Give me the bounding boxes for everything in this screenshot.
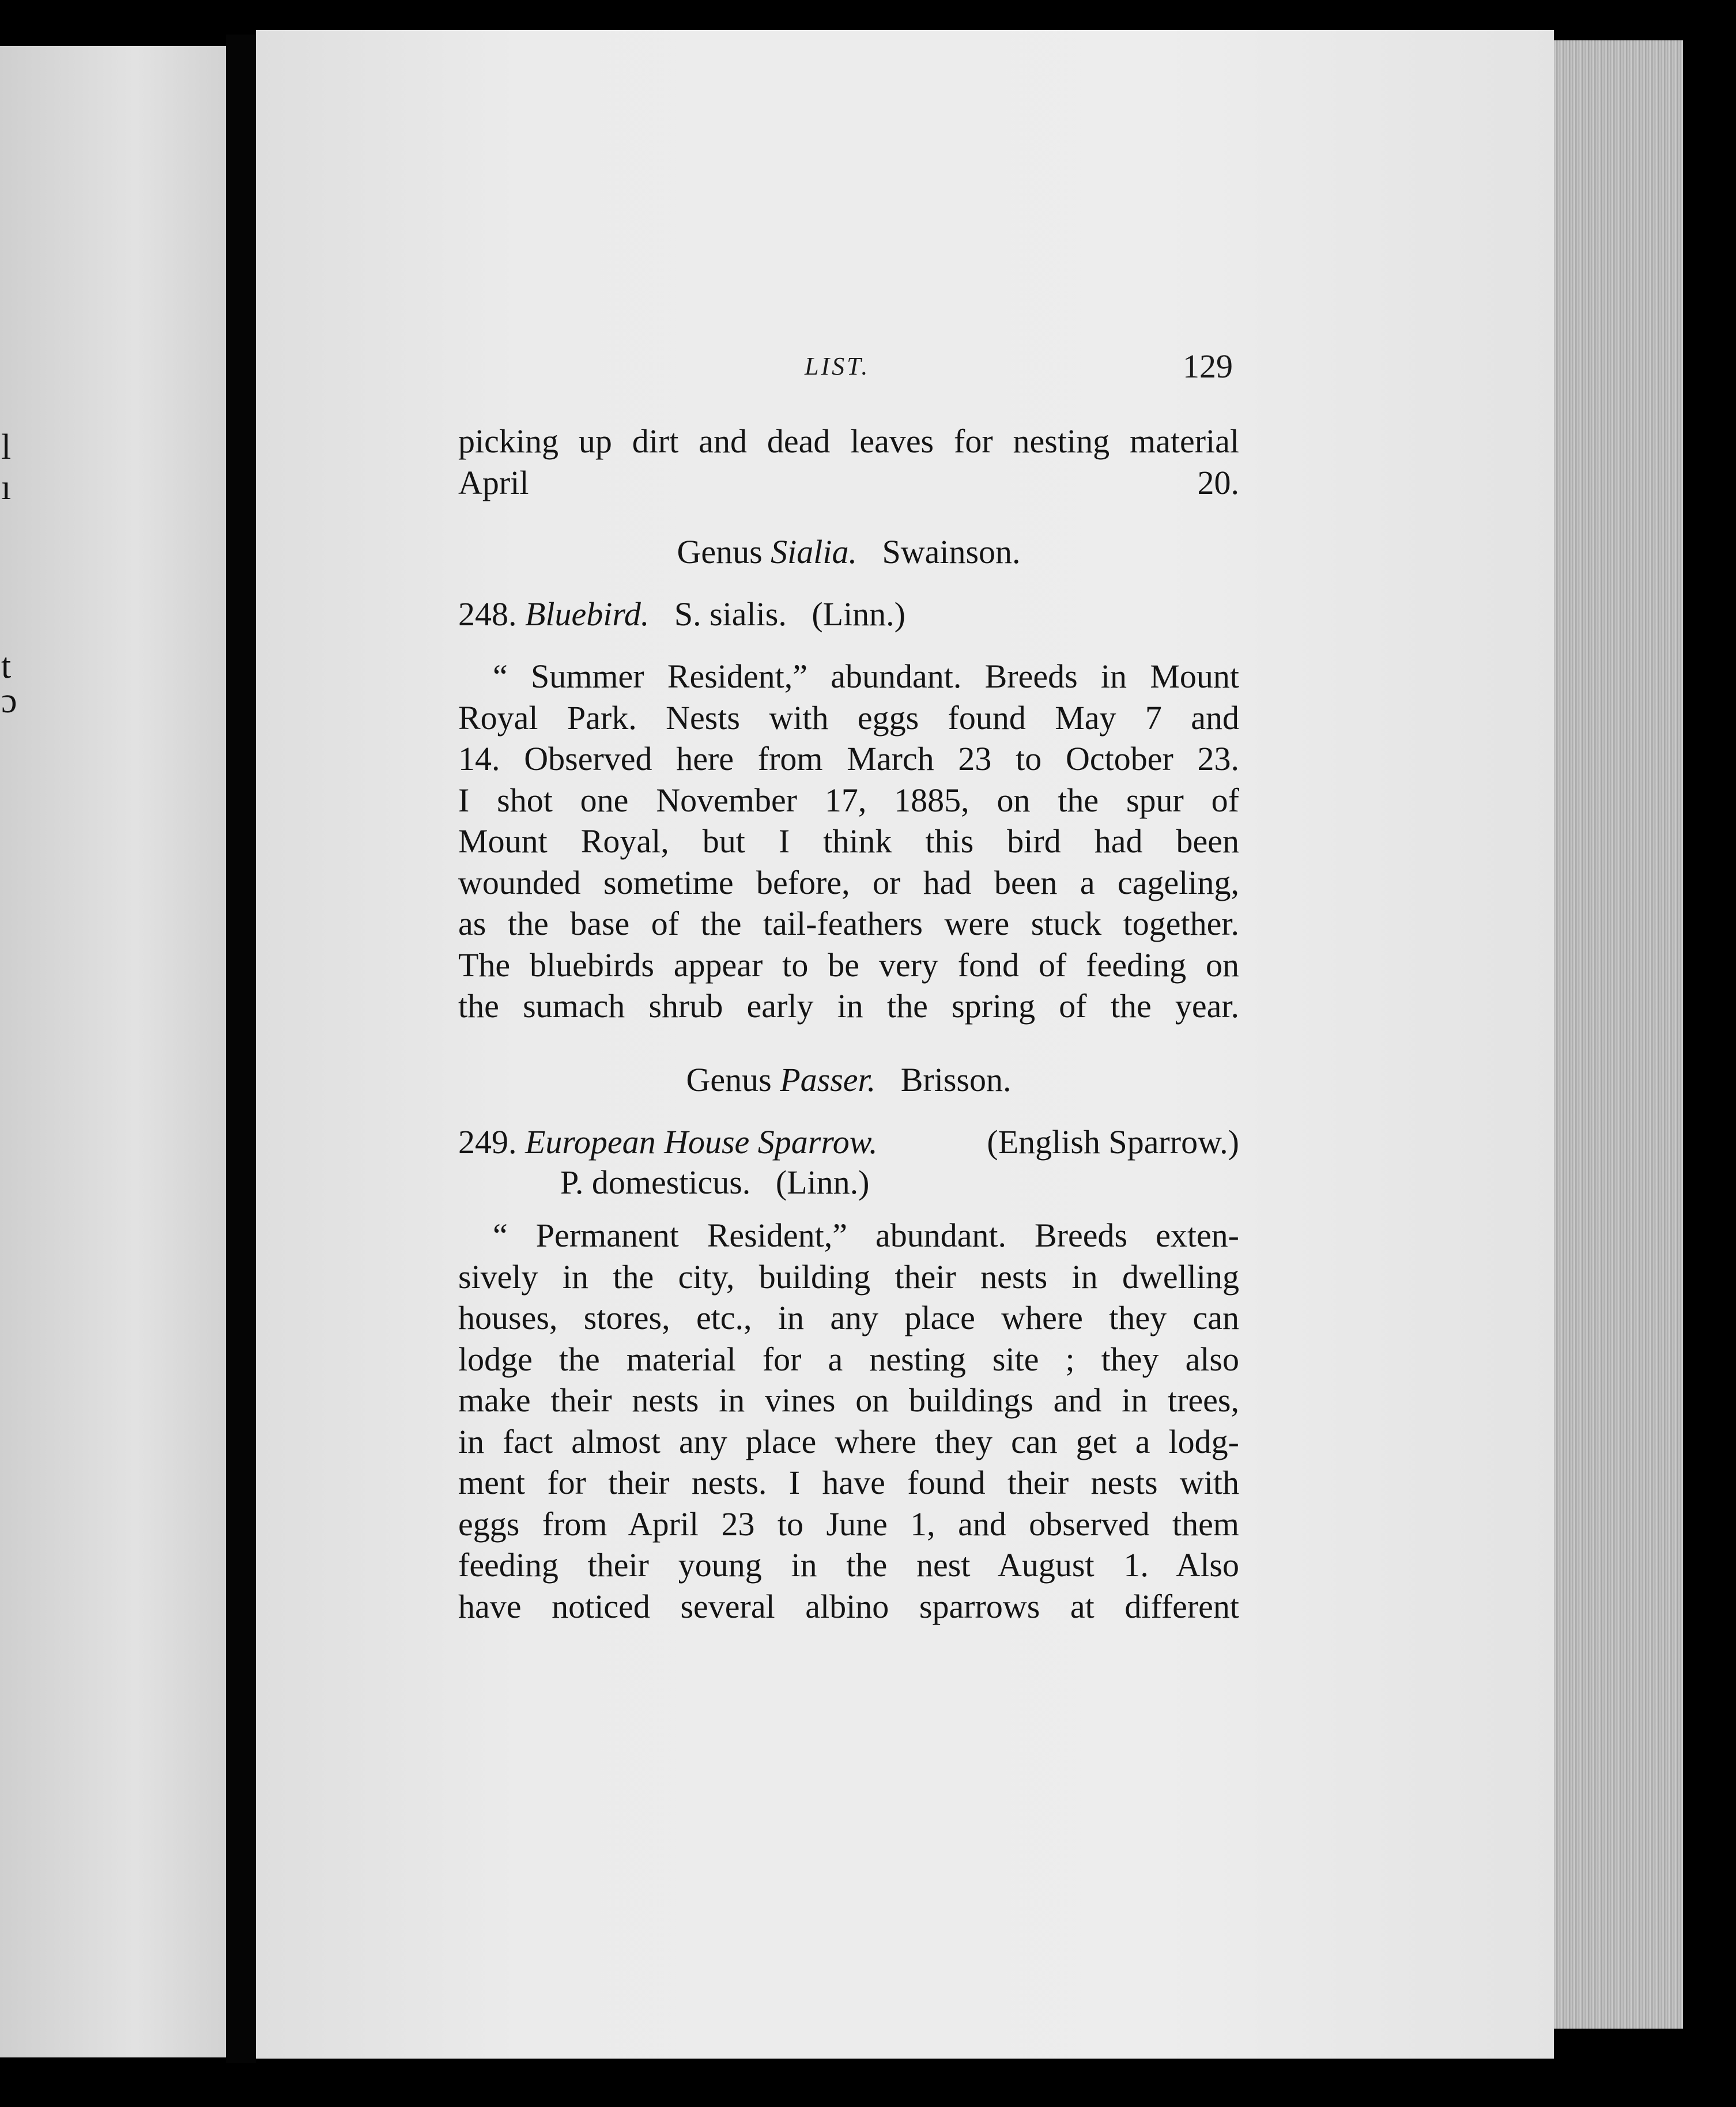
species-entry-249 xyxy=(458,1123,1239,1161)
text-line: have noticed several albino sparrows at different xyxy=(458,1587,1239,1625)
book-gutter xyxy=(226,35,256,2063)
species-number: 249. xyxy=(458,1123,517,1161)
text-line: eggs from April 23 to June 1, and observed them xyxy=(458,1505,1239,1543)
genus-prefix: Genus xyxy=(686,1061,772,1098)
text-line: sively in the city, building their nests in dwelling xyxy=(458,1258,1239,1296)
page-129 xyxy=(256,30,1554,2059)
genus-heading-sialia xyxy=(458,533,1239,571)
text-line: in fact almost any place where they can get a lodg- xyxy=(458,1422,1239,1460)
species-248-paragraph xyxy=(458,656,1239,1027)
continuation-paragraph xyxy=(458,421,1239,503)
species-alt-name: (English Sparrow.) xyxy=(987,1123,1239,1161)
species-scientific-name: P. domesticus. xyxy=(560,1164,751,1201)
text-line: The bluebirds appear to be very fond of feeding on xyxy=(458,946,1239,984)
page-number: 129 xyxy=(1183,348,1233,385)
text-line: make their nests in vines on buildings and in trees, xyxy=(458,1381,1239,1419)
species-scientific-name: S. sialis. xyxy=(674,595,787,633)
facing-page-left xyxy=(0,46,226,2057)
left-page-fragment: ı xyxy=(1,468,12,507)
genus-author: Brisson. xyxy=(900,1061,1012,1098)
species-entry-248 xyxy=(458,595,905,633)
species-authority: (Linn.) xyxy=(775,1164,870,1201)
text-line: April 20. xyxy=(458,463,1239,501)
text-line: the sumach shrub early in the spring of the year. xyxy=(458,987,1239,1025)
text-line: as the base of the tail-feathers were stuck together. xyxy=(458,905,1239,942)
genus-prefix: Genus xyxy=(677,533,763,571)
text-line: “ Permanent Resident,” abundant. Breeds exten- xyxy=(493,1217,1239,1254)
text-line: I shot one November 17, 1885, on the spur of xyxy=(458,781,1239,819)
page-edges xyxy=(1554,40,1683,2029)
species-heading-left xyxy=(458,1123,878,1161)
text-line: “ Summer Resident,” abundant. Breeds in Mount xyxy=(493,658,1239,695)
genus-name: Passer. xyxy=(780,1061,876,1098)
text-line: feeding their young in the nest August 1. Also xyxy=(458,1546,1239,1584)
text-line: Mount Royal, but I think this bird had been xyxy=(458,822,1239,860)
genus-heading-passer xyxy=(458,1060,1239,1099)
text-line: Royal Park. Nests with eggs found May 7 and xyxy=(458,698,1239,737)
left-page-fragment: ɔ xyxy=(1,681,17,720)
species-249-paragraph xyxy=(458,1215,1239,1627)
species-authority: (Linn.) xyxy=(812,595,905,633)
left-page-fragment: l xyxy=(1,428,12,467)
running-head: LIST. xyxy=(805,352,870,380)
species-common-name: European House Sparrow. xyxy=(525,1123,878,1161)
species-common-name: Bluebird. xyxy=(525,595,650,633)
text-line: 14. Observed here from March 23 to October 23. xyxy=(458,740,1239,777)
text-line: houses, stores, etc., in any place where they can xyxy=(458,1299,1239,1336)
genus-author: Swainson. xyxy=(882,533,1021,571)
genus-name: Sialia. xyxy=(771,533,857,571)
left-page-fragment: t xyxy=(1,647,12,686)
species-number: 248. xyxy=(458,595,517,633)
text-line: wounded sometime before, or had been a cageling, xyxy=(458,863,1239,901)
species-entry-249-scientific xyxy=(560,1163,869,1202)
text-line: ment for their nests. I have found their nests with xyxy=(458,1464,1239,1501)
text-line: lodge the material for a nesting site ; they also xyxy=(458,1340,1239,1378)
text-line: picking up dirt and dead leaves for nesting material xyxy=(458,422,1239,460)
